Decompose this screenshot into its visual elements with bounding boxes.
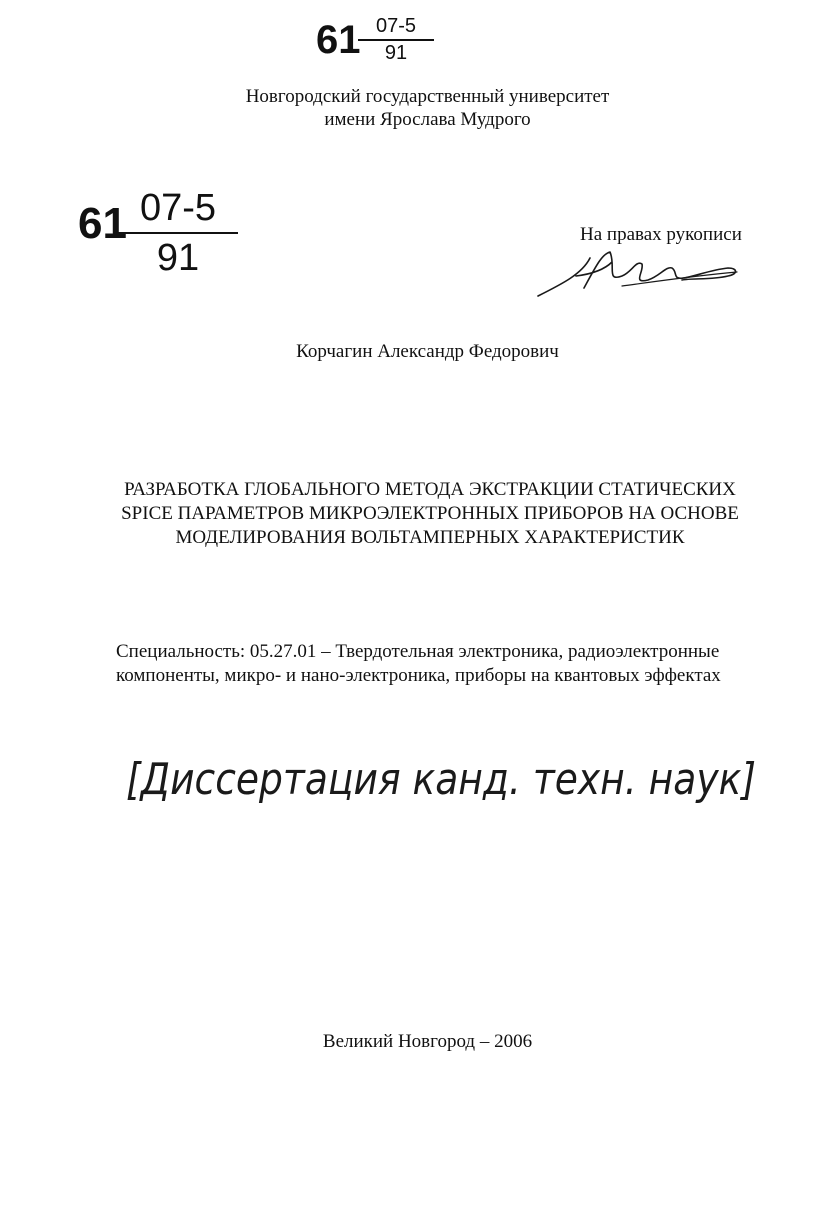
university-dedication: имени Ярослава Мудрого [324,109,531,130]
specialty-line: Специальность: 05.27.01 – Твердотельная электроника, радиоэлектронные [116,641,720,662]
title-line: SPICE ПАРАМЕТРОВ МИКРОЭЛЕКТРОННЫХ ПРИБОРОВ НА ОСНОВЕ [121,503,739,524]
author-name: Корчагин Александр Федорович [296,341,559,362]
dissertation-title [90,478,770,550]
manuscript-rights: На правах рукописи [580,224,742,245]
archive-code-large-denominator: 91 [156,237,200,279]
place-and-year: Великий Новгород – 2006 [322,1031,533,1052]
archive-code-small-numerator: 07-5 [358,14,434,41]
handwritten-note-text: [Диссертация канд. техн. наук] [126,754,756,805]
archive-code-large-fraction [118,186,238,280]
archive-code-large-number: 61 [78,199,127,248]
specialty [116,640,756,688]
title-line: РАЗРАБОТКА ГЛОБАЛЬНОГО МЕТОДА ЭКСТРАКЦИИ СТАТИЧЕСКИХ [124,479,736,500]
archive-code-small-number: 61 [316,18,361,62]
author-signature [532,246,747,302]
specialty-line: компоненты, микро- и нано-электроника, приборы на квантовых эффектах [116,665,721,686]
handwritten-note [120,732,770,822]
archive-code-small-denominator: 91 [384,42,408,64]
title-line: МОДЕЛИРОВАНИЯ ВОЛЬТАМПЕРНЫХ ХАРАКТЕРИСТИК [175,527,685,548]
university-name: Новгородский государственный университет [245,86,610,107]
archive-code-large-numerator: 07-5 [118,186,238,234]
archive-code-small-fraction [358,14,434,65]
